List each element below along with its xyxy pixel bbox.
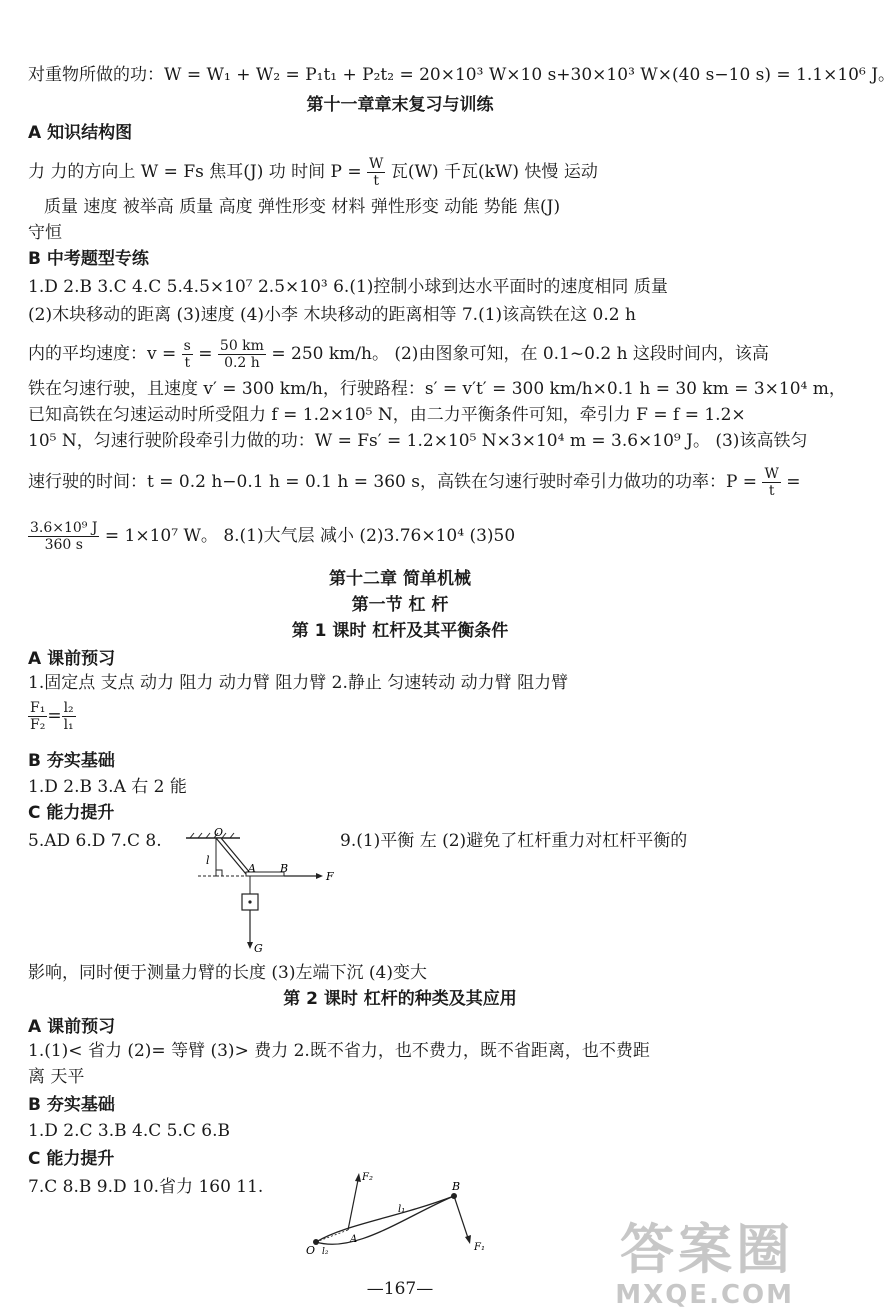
label-O: O xyxy=(214,826,224,839)
label-F1: F₁ xyxy=(474,1242,485,1253)
power-result-fraction xyxy=(28,520,99,553)
watermark-url: MXQE.COM xyxy=(615,1280,794,1310)
arm-ratio xyxy=(62,700,76,733)
lesson1-c-line1: 5.AD 6.D 7.C 8. xyxy=(28,831,162,851)
power-fraction-2 xyxy=(762,466,780,499)
lesson1-c-line2: 影响，同时便于测量力臂的长度 (3)左端下沉 (4)变大 xyxy=(28,963,427,983)
lesson2-c-line1: 7.C 8.B 9.D 10.省力 160 11. xyxy=(28,1177,264,1197)
distance-time-fraction xyxy=(218,338,266,371)
label-F: F xyxy=(326,870,334,883)
label-l2: l₂ xyxy=(322,1247,329,1257)
velocity-fraction xyxy=(182,338,193,371)
fraction-numerator: W xyxy=(369,156,384,172)
section-b-heading: B 中考题型专练 xyxy=(28,249,149,269)
ch11-b-line6: 10⁵ N，匀速行驶阶段牵引力做的功：W = Fs′ = 1.2×10⁵ N×3×10⁴ m = 3.6×10⁹ J。 (3)该高铁匀 xyxy=(28,431,808,451)
fraction-denominator: l₁ xyxy=(63,717,74,733)
label-G: G xyxy=(254,942,263,955)
ch11-b-line8-post: = 1×10⁷ W。 8.(1)大气层 减小 (2)3.76×10⁴ (3)50 xyxy=(104,526,516,546)
fraction-denominator: t xyxy=(373,173,380,189)
lesson2-section-a: A 课前预习 xyxy=(28,1017,116,1037)
lesson1-b-line1: 1.D 2.B 3.A 右 2 能 xyxy=(28,777,187,797)
ch11-b-line3 xyxy=(28,338,776,371)
lesson2-title: 第 2 课时 杠杆的种类及其应用 xyxy=(283,989,517,1009)
ch11-a-line1 xyxy=(28,156,776,189)
ch11-b-line3-pre: 内的平均速度：v = xyxy=(28,344,177,364)
label-A: A xyxy=(248,862,256,875)
lesson1-title: 第 1 课时 杠杆及其平衡条件 xyxy=(291,621,509,641)
lesson1-section-b: B 夯实基础 xyxy=(28,751,115,771)
ch11-b-line5: 已知高铁在匀速运动时所受阻力 f = 1.2×10⁵ N，由二力平衡条件可知，牵引力 F = f = 1.2× xyxy=(28,405,746,425)
fraction-denominator: 360 s xyxy=(44,537,83,553)
ch11-b-line2: (2)木块移动的距离 (3)速度 (4)小李 木块移动的距离相等 7.(1)该高铁在这 0.2 h xyxy=(28,305,636,325)
lesson1-section-c: C 能力提升 xyxy=(28,803,115,823)
label-A: A xyxy=(350,1234,358,1245)
fraction-numerator: 3.6×10⁹ J xyxy=(30,520,98,536)
ch11-b-line7 xyxy=(28,466,801,499)
lever-diagram-2 xyxy=(296,1166,496,1270)
fraction-numerator: l₂ xyxy=(63,700,74,716)
fraction-denominator: 0.2 h xyxy=(224,355,260,371)
label-B: B xyxy=(280,862,289,875)
fraction-numerator: F₁ xyxy=(30,700,46,716)
watermark-logo-text: 答案圈 xyxy=(620,1218,794,1281)
top-line: 对重物所做的功：W = W₁ + W₂ = P₁t₁ + P₂t₂ = 20×10³ W×10 s+30×10³ W×(40 s−10 s) = 1.1×10⁶ J。 xyxy=(28,65,895,85)
label-l1: l₁ xyxy=(398,1204,406,1215)
ch11-a-line3: 守恒 xyxy=(28,223,62,243)
lesson2-section-c: C 能力提升 xyxy=(28,1149,115,1169)
lesson1-section-a: A 课前预习 xyxy=(28,649,116,669)
power-fraction xyxy=(367,156,385,189)
fraction-numerator: W xyxy=(764,466,779,482)
fraction-denominator: t xyxy=(184,355,191,371)
ch11-a-line1-post: 瓦(W) 千瓦(kW) 快慢 运动 xyxy=(390,162,598,182)
ch11-b-line3-post: = 250 km/h。 (2)由图象可知，在 0.1~0.2 h 这段时间内，该高 xyxy=(271,344,769,364)
label-B: B xyxy=(452,1180,461,1193)
equals-sign: = xyxy=(198,344,213,364)
equals-sign: = xyxy=(786,472,801,492)
label-l: l xyxy=(206,854,210,867)
label-F2: F₂ xyxy=(362,1172,373,1183)
fraction-denominator: t xyxy=(768,483,775,499)
label-O: O xyxy=(306,1244,316,1257)
lesson2-a-line2: 离 天平 xyxy=(28,1067,85,1087)
chapter12-title: 第十二章 简单机械 xyxy=(329,569,471,589)
ch11-a-line1-pre: 力 力的方向上 W = Fs 焦耳(J) 功 时间 P = xyxy=(28,162,362,182)
chapter11-title: 第十一章章末复习与训练 xyxy=(306,95,494,115)
lesson1-a-line1: 1.固定点 支点 动力 阻力 动力臂 阻力臂 2.静止 匀速转动 动力臂 阻力臂 xyxy=(28,673,569,693)
page-number: —167— xyxy=(366,1279,434,1299)
ch11-a-line2: 质量 速度 被举高 质量 高度 弹性形变 材料 弹性形变 动能 势能 焦(J) xyxy=(44,197,561,217)
section-a-heading: A 知识结构图 xyxy=(28,123,133,143)
lesson2-section-b: B 夯实基础 xyxy=(28,1095,115,1115)
fraction-numerator: s xyxy=(183,338,191,354)
ch11-b-line7-pre: 速行驶的时间：t = 0.2 h−0.1 h = 0.1 h = 360 s，高铁在匀速行驶时牵引力做功的功率：P = xyxy=(28,472,758,492)
lesson2-b-line1: 1.D 2.C 3.B 4.C 5.C 6.B xyxy=(28,1121,230,1141)
equals-sign: = xyxy=(47,706,62,726)
lever-balance-formula xyxy=(28,700,776,733)
lesson2-a-line1: 1.(1)< 省力 (2)= 等臂 (3)> 费力 2.既不省力，也不费力，既不省距离，也不费距 xyxy=(28,1041,650,1061)
ch11-b-line1: 1.D 2.B 3.C 4.C 5.4.5×10⁷ 2.5×10³ 6.(1)控制小球到达水平面时的速度相同 质量 xyxy=(28,277,668,297)
force-ratio xyxy=(28,700,47,733)
fraction-denominator: F₂ xyxy=(30,717,46,733)
ch11-b-line8 xyxy=(28,520,776,553)
fraction-numerator: 50 km xyxy=(219,338,264,354)
ch11-b-line4: 铁在匀速行驶，且速度 v′ = 300 km/h，行驶路程：s′ = v′t′ = 300 km/h×0.1 h = 30 km = 3×10⁴ m， xyxy=(28,379,846,399)
section1-title: 第一节 杠 杆 xyxy=(351,595,449,615)
lever-diagram-1 xyxy=(180,828,340,956)
lesson1-c-line1-right: 9.(1)平衡 左 (2)避免了杠杆重力对杠杆平衡的 xyxy=(340,831,688,851)
watermark xyxy=(615,1220,794,1310)
